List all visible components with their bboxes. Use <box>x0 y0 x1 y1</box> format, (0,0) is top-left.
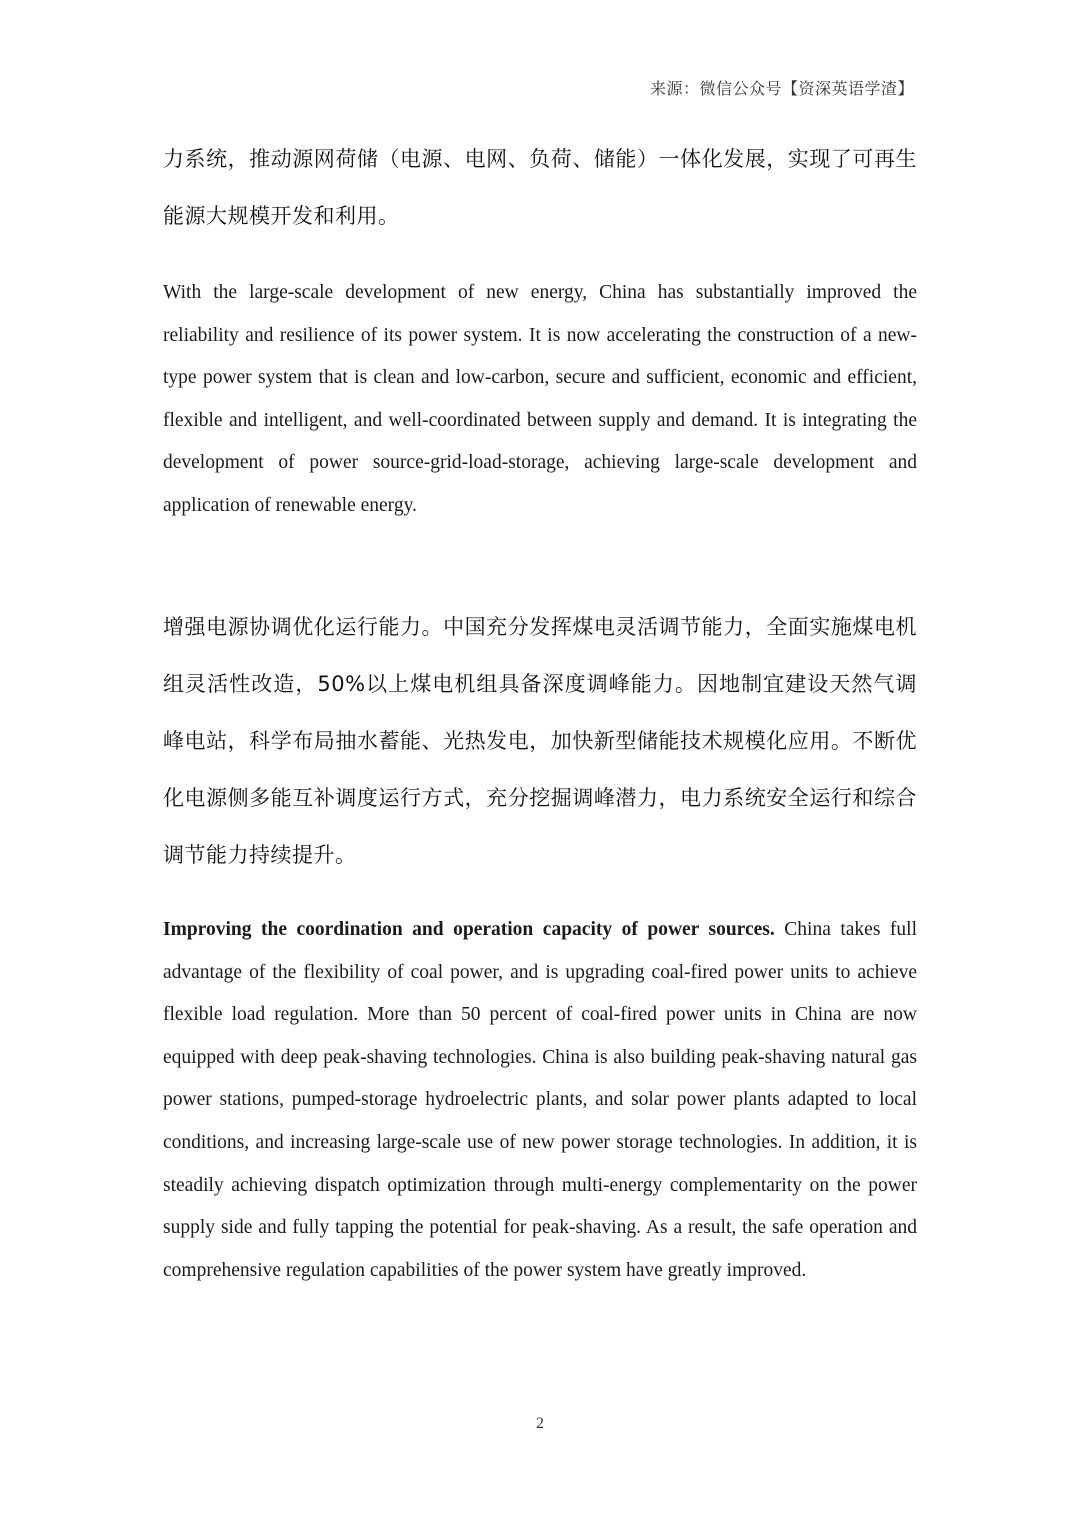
english-paragraph-1: With the large-scale development of new energy, China has substantially improved the reliability and resilience of its power system. It is now accelerating the construction of a new-type power system that is clean and low-carbon, secure and sufficient, economic and efficient, flexible and intelligent, and well-coordinated between supply and demand. It is integrating the development of power source-grid-load-storage, achieving large-scale development and application of renewable energy. <box>163 282 917 516</box>
page-number: 2 <box>536 1415 544 1432</box>
chinese-paragraph-1: 力系统，推动源网荷储（电源、电网、负荷、储能）一体化发展，实现了可再生能源大规模开发和利用。 <box>163 147 917 228</box>
english-paragraph-2-body: China takes full advantage of the flexibility of coal power, and is upgrading coal-fired power units to achieve flexible load regulation. More than 50 percent of coal-fired power units in China are now equipped with deep peak-shaving technologies. China is also building peak-shaving natural gas power stations, pumped-storage hydroelectric plants, and solar power plants adapted to local conditions, and increasing large-scale use of new power storage technologies. In addition, it is steadily achieving dispatch optimization through multi-energy complementarity on the power supply side and fully tapping the potential for peak-shaving. As a result, the safe operation and comprehensive regulation capabilities of the power system have greatly improved. <box>163 919 918 1281</box>
source-header: 来源：微信公众号【资深英语学渣】 <box>649 79 914 98</box>
chinese-paragraph-2: 增强电源协调优化运行能力。中国充分发挥煤电灵活调节能力，全面实施煤电机组灵活性改造，50%以上煤电机组具备深度调峰能力。因地制宜建设天然气调峰电站，科学布局抽水蓄能、光热发电，加快新型储能技术规模化应用。不断优化电源侧多能互补调度运行方式，充分挖掘调峰潜力，电力系统安全运行和综合调节能力持续提升。 <box>163 615 917 867</box>
english-paragraph-2 <box>163 909 917 1292</box>
english-paragraph-2-heading: Improving the coordination and operation capacity of power sources. <box>163 919 775 940</box>
